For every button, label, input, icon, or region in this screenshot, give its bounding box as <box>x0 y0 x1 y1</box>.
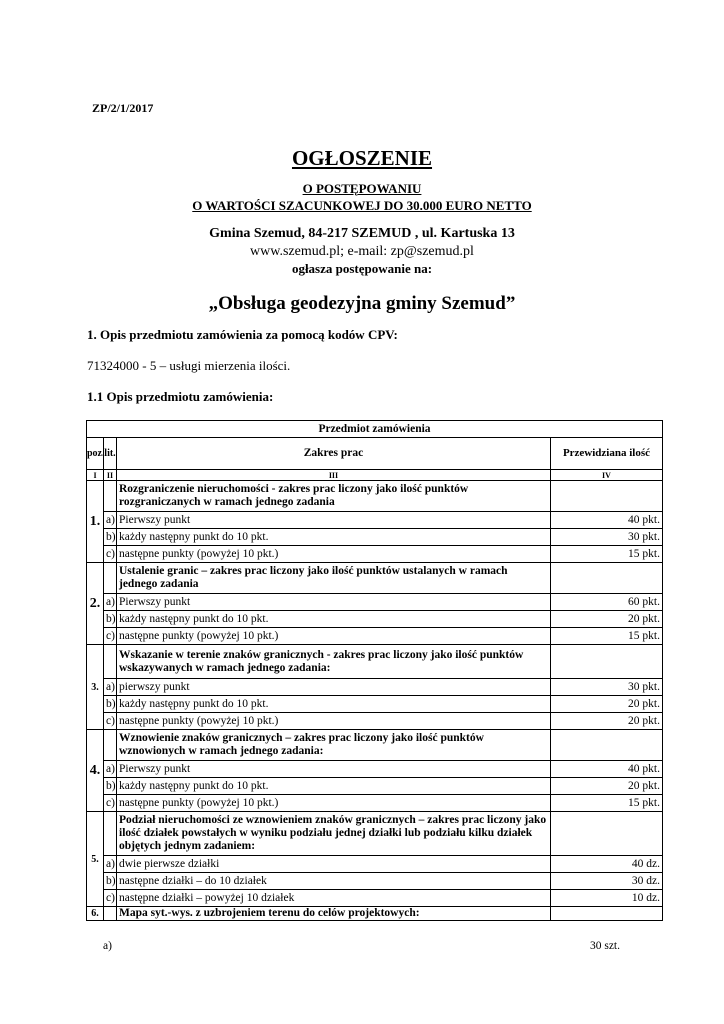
group-description: Rozgraniczenie nieruchomości - zakres prac liczony jako ilość punktów rozgraniczanych w ramach jednego zadania <box>117 481 551 512</box>
row-letter: c) <box>104 546 117 563</box>
row-quantity: 20 pkt. <box>550 713 662 730</box>
row-text: każdy następny punkt do 10 pkt. <box>117 611 551 628</box>
row-letter: b) <box>104 529 117 546</box>
row-quantity: 10 dz. <box>550 890 662 907</box>
col-header-zakres: Zakres prac <box>117 438 551 470</box>
row-quantity: 20 pkt. <box>550 778 662 795</box>
row-text: Pierwszy punkt <box>117 594 551 611</box>
address: Gmina Szemud, 84-217 SZEMUD , ul. Kartuska 13 <box>209 226 515 241</box>
row-text: następne działki – powyżej 10 działek <box>117 890 551 907</box>
row-letter: a) <box>104 679 117 696</box>
row-letter: a) <box>104 856 117 873</box>
row-quantity: 20 pkt. <box>550 696 662 713</box>
group-number: 5. <box>87 812 104 907</box>
row-text: każdy następny punkt do 10 pkt. <box>117 529 551 546</box>
row-letter: a) <box>104 594 117 611</box>
announces-line: ogłasza postępowanie na: <box>291 261 433 276</box>
group-description: Podział nieruchomości ze wznowieniem znaków granicznych – zakres prac liczony jako ilość działek powstałych w wyniku podziału jednej działki lub podziału kilku działek objętych jednym zadaniem: <box>117 812 551 856</box>
row-quantity: 30 szt. <box>589 940 620 952</box>
row-letter: b) <box>104 873 117 890</box>
row-text: każdy następny punkt do 10 pkt. <box>117 696 551 713</box>
cpv-code: 71324000 - 5 – usługi mierzenia ilości. <box>87 358 291 373</box>
reference-number: ZP/2/1/2017 <box>92 101 154 115</box>
roman-numeral: I <box>87 470 104 481</box>
row-letter: b) <box>104 696 117 713</box>
roman-numeral: II <box>104 470 117 481</box>
group-description: Wznowienie znaków granicznych – zakres prac liczony jako ilość punktów wznowionych w ramach jednego zadania: <box>117 730 551 761</box>
row-letter: a) <box>103 940 112 952</box>
row-text: następne działki – do 10 działek <box>117 873 551 890</box>
subtitle-value: O WARTOŚCI SZACUNKOWEJ DO 30.000 EURO NETTO <box>192 198 532 213</box>
row-quantity: 60 pkt. <box>550 594 662 611</box>
row-quantity: 15 pkt. <box>550 546 662 563</box>
row-quantity: 40 dz. <box>550 856 662 873</box>
row-text: następne punkty (powyżej 10 pkt.) <box>117 628 551 645</box>
contact-line: www.szemud.pl; e-mail: zp@szemud.pl <box>250 244 474 259</box>
table-caption: Przedmiot zamówienia <box>87 421 663 438</box>
row-letter: b) <box>104 778 117 795</box>
row-letter: c) <box>104 713 117 730</box>
row-text: następne punkty (powyżej 10 pkt.) <box>117 546 551 563</box>
group-description: Ustalenie granic – zakres prac liczony jako ilość punktów ustalanych w ramach jednego zadania <box>117 563 551 594</box>
col-header-ilosc: Przewidziana ilość <box>550 438 662 470</box>
row-quantity: 30 pkt. <box>550 529 662 546</box>
group-number: 1. <box>87 481 104 563</box>
row-text: Pierwszy punkt <box>117 761 551 778</box>
group-description: Wskazanie w terenie znaków granicznych - zakres prac liczony jako ilość punktów wskazywanych w ramach jednego zadania: <box>117 645 551 679</box>
row-letter: a) <box>104 512 117 529</box>
row-letter: c) <box>104 628 117 645</box>
row-quantity: 15 pkt. <box>550 795 662 812</box>
row-letter: a) <box>104 761 117 778</box>
row-text: dwie pierwsze działki <box>117 856 551 873</box>
row-quantity: 15 pkt. <box>550 628 662 645</box>
row-letter: c) <box>104 890 117 907</box>
subtitle-procedure: O POSTĘPOWANIU <box>302 181 422 196</box>
row-text: Pierwszy punkt <box>117 512 551 529</box>
row-quantity: 20 pkt. <box>550 611 662 628</box>
row-quantity: 40 pkt. <box>550 512 662 529</box>
row-quantity: 30 dz. <box>550 873 662 890</box>
procurement-name: „Obsługa geodezyjna gminy Szemud” <box>208 293 516 314</box>
row-quantity: 30 pkt. <box>550 679 662 696</box>
group-description: Mapa syt.-wys. z uzbrojeniem terenu do celów projektowych: <box>117 907 551 921</box>
row-text: pierwszy punkt <box>117 679 551 696</box>
scope-table <box>86 420 663 921</box>
roman-numeral: IV <box>550 470 662 481</box>
group-number: 2. <box>87 563 104 645</box>
row-quantity: 40 pkt. <box>550 761 662 778</box>
roman-numeral: III <box>117 470 551 481</box>
row-text: następne punkty (powyżej 10 pkt.) <box>117 795 551 812</box>
group-number: 4. <box>87 730 104 812</box>
row-letter: c) <box>104 795 117 812</box>
page-title: OGŁOSZENIE <box>291 146 433 170</box>
subsection-heading: 1.1 Opis przedmiotu zamówienia: <box>87 389 274 404</box>
group-number: 3. <box>87 645 104 730</box>
row-letter: b) <box>104 611 117 628</box>
section-heading: 1. Opis przedmiotu zamówienia za pomocą kodów CPV: <box>87 327 398 342</box>
row-text: następne punkty (powyżej 10 pkt.) <box>117 713 551 730</box>
row-text: każdy następny punkt do 10 pkt. <box>117 778 551 795</box>
col-header-lit: lit. <box>104 438 117 470</box>
group-number: 6. <box>87 907 104 921</box>
col-header-poz: poz. <box>87 438 104 470</box>
